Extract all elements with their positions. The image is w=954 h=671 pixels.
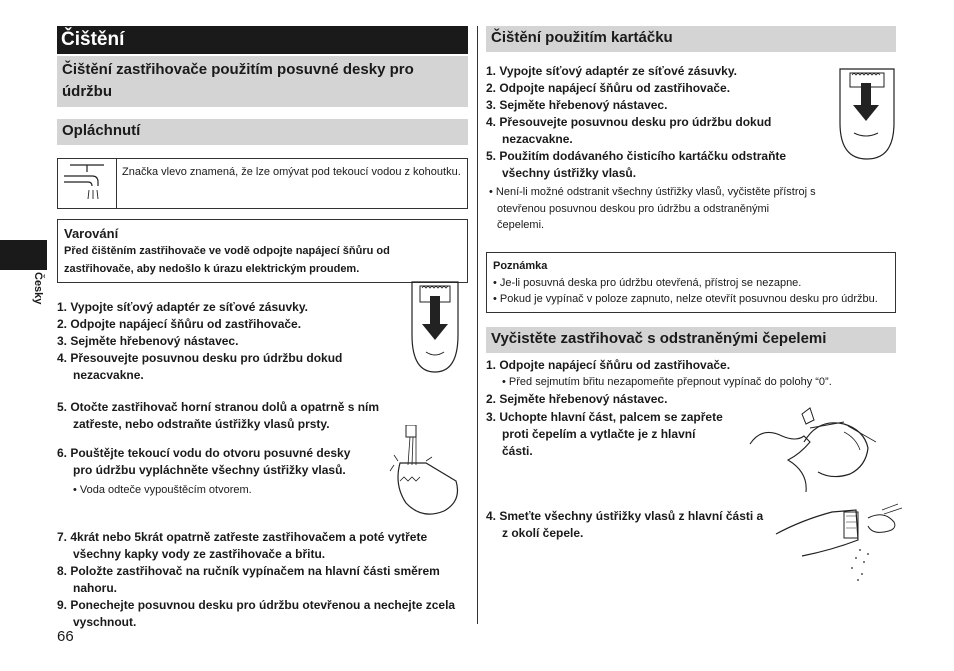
brush-note: • Není-li možné odstranit všechny ústřižky vlasů, vyčistěte přístroj s otevřenou posuvnou deskou pro údržbu a odstraněnými čepelemi. [489, 186, 816, 231]
list-item: 4. Přesouvejte posuvnou desku pro údržbu dokud nezacvakne. [57, 351, 343, 382]
list-item: 1. Odpojte napájecí šňůru od zastřihovače. [486, 357, 731, 372]
warning-text: Před čištěním zastřihovače ve vodě odpojte napájecí šňůru od zastřihovače, aby nedošlo k úrazu elektrickým proudem. [64, 245, 390, 275]
list-item: 5. Otočte zastřihovač horní stranou dolů a opatrně s ním zatřeste, nebo odstraňte ústřižky vlasů prsty. [57, 400, 380, 431]
language-label: Česky [32, 272, 44, 305]
rinsing-under-tap-illustration [386, 425, 466, 520]
list-item: 8. Položte zastřihovač na ručník vypínačem na hlavní části směrem nahoru. [57, 564, 440, 595]
washable-symbol-text: Značka vlevo znamená, že lze omývat pod tekoucí vodou z kohoutku. [122, 166, 461, 178]
list-item: 2. Odpojte napájecí šňůru od zastřihovače. [57, 317, 302, 331]
note-item: • Pokud je vypínač v poloze zapnuto, nelze otevřít posuvnou desku pro údržbu. [493, 292, 878, 305]
section-heading-rinse: Opláchnutí [57, 119, 468, 145]
brushing-body-illustration [772, 500, 907, 585]
note-title: Poznámka [493, 259, 548, 272]
blade-step-4 [486, 508, 766, 542]
language-tab [0, 240, 47, 270]
list-item: 1. Vypojte síťový adaptér ze síťové zásuvky. [57, 300, 308, 314]
washable-symbol-box [57, 158, 468, 209]
list-item: 9. Ponechejte posuvnou desku pro údržbu otevřenou a nechejte zcela vyschnout. [57, 598, 456, 629]
list-item: 2. Sejměte hřebenový nástavec. [486, 391, 668, 406]
list-item: 3. Sejměte hřebenový nástavec. [486, 98, 668, 112]
section-heading-brush: Čištění použitím kartáčku [486, 26, 896, 52]
step6-note: • Voda odteče vypouštěcím otvorem. [73, 484, 252, 496]
list-item: 6. Pouštějte tekoucí vodu do otvoru posuvné desky pro údržbu vypláchněte všechny ústřižky vlasů. [57, 446, 351, 477]
trimmer-brush-illustration [836, 65, 898, 163]
warning-title: Varování [64, 226, 119, 241]
section-heading-slide-plate: Čištění zastřihovače použitím posuvné desky pro údržbu [57, 56, 468, 107]
list-item: 4. Přesouvejte posuvnou desku pro údržbu dokud nezacvakne. [486, 115, 772, 146]
note-item: • Je-li posuvná deska pro údržbu otevřená, přístroj se nezapne. [493, 276, 802, 289]
rinse-step-6 [57, 445, 367, 479]
warning-box [57, 219, 468, 283]
blade-step1-note: • Před sejmutím břitu nezapomeňte přepnout vypínač do polohy “0”. [502, 375, 832, 388]
blade-step-1 [486, 357, 896, 374]
list-item: 3. Sejměte hřebenový nástavec. [57, 334, 239, 348]
list-item: 1. Vypojte síťový adaptér ze síťové zásuvky. [486, 64, 737, 78]
rinse-step-5 [57, 399, 427, 433]
rinse-steps-7-9 [57, 529, 468, 631]
page-title: Čištění [57, 26, 468, 54]
note-box [486, 252, 896, 313]
page-number: 66 [57, 628, 74, 645]
faucet-icon [58, 159, 117, 208]
list-item: 3. Uchopte hlavní část, palcem se zapřete proti čepelím a vytlačte je z hlavní části. [486, 409, 723, 458]
rinse-steps-1-4 [57, 299, 387, 384]
list-item: 4. Smeťte všechny ústřižky vlasů z hlavní části a z okolí čepele. [486, 508, 764, 540]
column-divider [477, 26, 478, 624]
hand-removing-blades-illustration [748, 402, 883, 497]
brush-steps [486, 63, 826, 182]
list-item: 7. 4krát nebo 5krát opatrně zatřeste zastřihovačem a poté vytřete všechny kapky vody ze zastřihovače a břitu. [57, 530, 428, 561]
list-item: 2. Odpojte napájecí šňůru od zastřihovače. [486, 81, 731, 95]
list-item: 5. Použitím dodávaného čisticího kartáčku odstraňte všechny ústřižky vlasů. [486, 149, 787, 180]
blade-step-3 [486, 409, 726, 460]
section-heading-blades: Vyčistěte zastřihovač s odstraněnými čepelemi [486, 327, 896, 353]
trimmer-open-plate-illustration [406, 280, 464, 375]
